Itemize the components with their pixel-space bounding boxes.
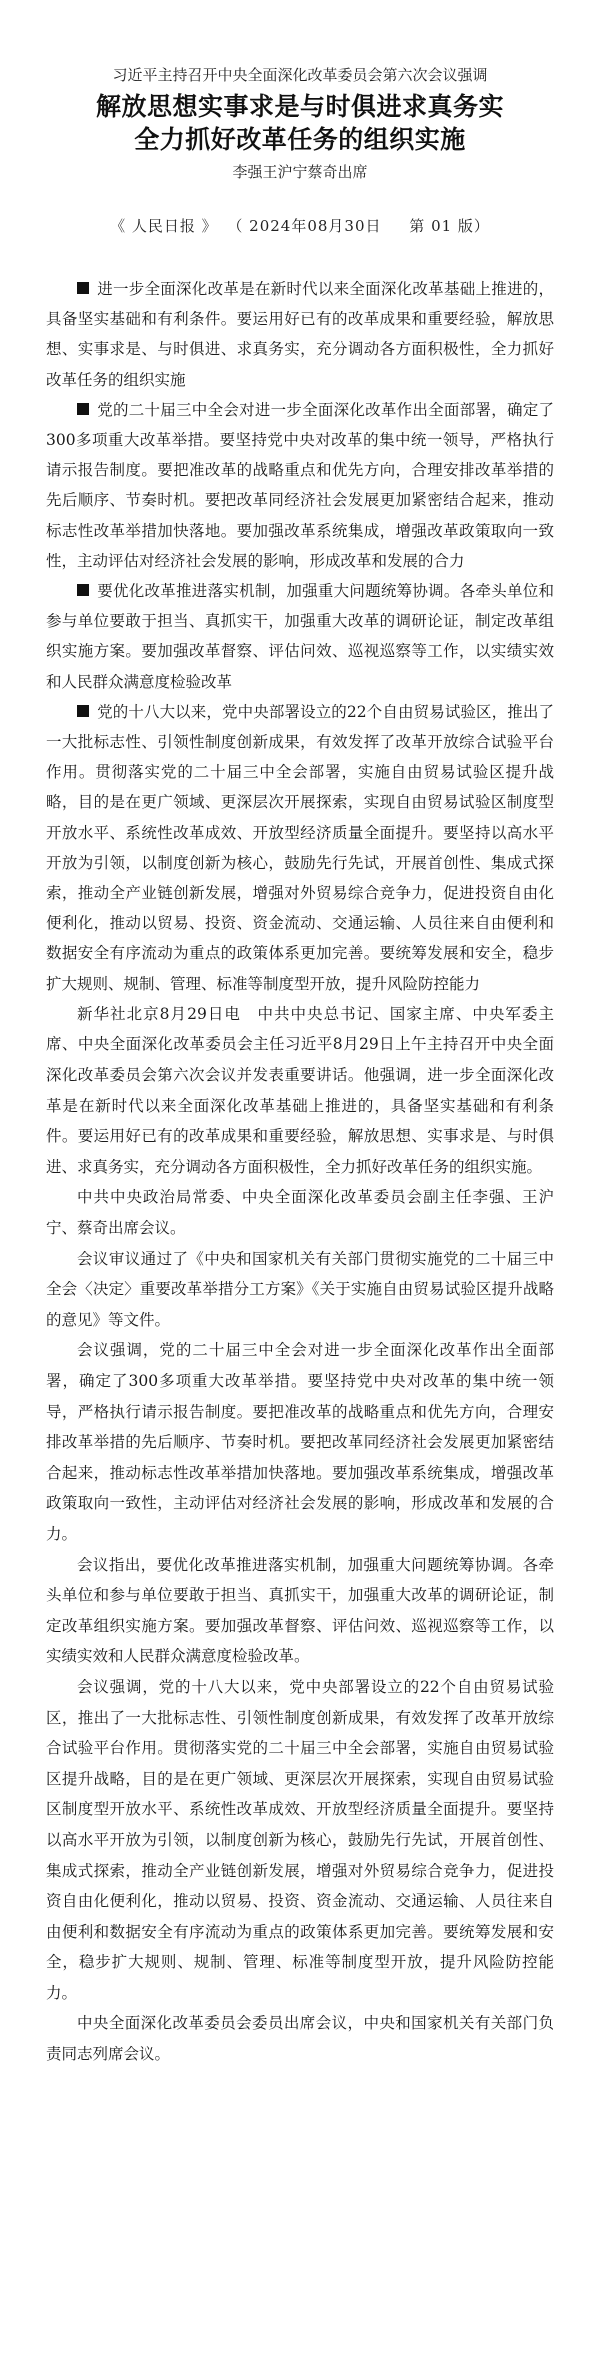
source-paper: 《 人民日报 》 [110,217,218,235]
article-summary [46,274,554,999]
article-header [46,64,554,184]
body-paragraph: 中共中央政治局常委、中央全面深化改革委员会副主任李强、王沪宁、蔡奇出席会议。 [46,1188,554,1238]
article-headline [46,90,554,156]
body-paragraph: 会议审议通过了《中央和国家机关有关部门贯彻实施党的二十届三中全会〈决定〉重要改革举措分工方案》《关于实施自由贸易试验区提升战略的意见》等文件。 [46,1249,554,1329]
article-source [46,214,554,238]
article-body [46,999,554,2070]
body-paragraph: 会议指出，要优化改革推进落实机制，加强重大问题统筹协调。各牵头单位和参与单位要敢于担当、真抓实干，加强重大改革的调研论证，制定改革组织实施方案。要加强改革督察、评估问效、巡视巡察等工作，以实绩实效和人民群众满意度检验改革。 [46,1555,554,1666]
square-bullet-icon [77,282,89,294]
source-page: 第 01 版） [409,217,490,235]
source-date: （ 2024年08月30日 [227,217,382,235]
square-bullet-icon [77,403,89,415]
summary-paragraph: 党的二十届三中全会对进一步全面深化改革作出全面部署，确定了300多项重大改革举措。要坚持党中央对改革的集中统一领导，严格执行请示报告制度。要把准改革的战略重点和优先方向，合理安排改革举措的先后顺序、节奏时机。要把改革同经济社会发展更加紧密结合起来，推动标志性改革举措加快落地。要加强改革系统集成，增强改革政策取向一致性，主动评估对经济社会发展的影响，形成改革和发展的合力 [46,400,554,570]
square-bullet-icon [77,584,89,596]
summary-paragraph: 进一步全面深化改革是在新时代以来全面深化改革基础上推进的，具备坚实基础和有利条件。要运用好已有的改革成果和重要经验，解放思想、实事求是、与时俱进、求真务实，充分调动各方面积极性，全力抓好改革任务的组织实施 [46,280,554,389]
summary-paragraph: 党的十八大以来，党中央部署设立的22个自由贸易试验区，推出了一大批标志性、引领性制度创新成果，有效发挥了改革开放综合试验平台作用。贯彻落实党的二十届三中全会部署，实施自由贸易试验区提升战略，目的是在更广领域、更深层次开展探索，实现自由贸易试验区制度型开放水平、系统性改革成效、开放型经济质量全面提升。要坚持以高水平开放为引领，以制度创新为核心，鼓励先行先试，开展首创性、集成式探索，推动全产业链创新发展，增强对外贸易综合竞争力，促进投资自由化便利化，推动以贸易、投资、资金流动、交通运输、人员往来自由便利和数据安全有序流动为重点的政策体系更加完善。要统筹发展和安全，稳步扩大规则、规制、管理、标准等制度型开放，提升风险防控能力 [46,702,554,993]
summary-paragraph: 要优化改革推进落实机制，加强重大问题统筹协调。各牵头单位和参与单位要敢于担当、真抓实干，加强重大改革的调研论证，制定改革组织实施方案。要加强改革督察、评估问效、巡视巡察等工作，以实绩实效和人民群众满意度检验改革 [46,582,554,691]
headline-line-2: 全力抓好改革任务的组织实施 [134,125,466,154]
square-bullet-icon [77,705,89,717]
headline-line-1: 解放思想实事求是与时俱进求真务实 [95,92,504,121]
body-paragraph: 会议强调，党的二十届三中全会对进一步全面深化改革作出全面部署，确定了300多项重大改革举措。要坚持党中央对改革的集中统一领导，严格执行请示报告制度。要把准改革的战略重点和优先方向，合理安排改革举措的先后顺序、节奏时机。要把改革同经济社会发展更加紧密结合起来，推动标志性改革举措加快落地。要加强改革系统集成，增强改革政策取向一致性，主动评估对经济社会发展的影响，形成改革和发展的合力。 [46,1341,554,1543]
body-paragraph: 新华社北京8月29日电 中共中央总书记、国家主席、中央军委主席、中央全面深化改革委员会主任习近平8月29日上午主持召开中央全面深化改革委员会第六次会议并发表重要讲话。他强调，进一步全面深化改革是在新时代以来全面深化改革基础上推进的，具备坚实基础和有利条件。要运用好已有的改革成果和重要经验，解放思想、实事求是、与时俱进、求真务实，充分调动各方面积极性，全力抓好改革任务的组织实施。 [46,1004,554,1176]
article-subtitle: 李强王沪宁蔡奇出席 [232,163,368,181]
body-paragraph: 中央全面深化改革委员会委员出席会议，中央和国家机关有关部门负责同志列席会议。 [46,2014,554,2064]
article-kicker: 习近平主持召开中央全面深化改革委员会第六次会议强调 [112,66,488,84]
body-paragraph: 会议强调，党的十八大以来，党中央部署设立的22个自由贸易试验区，推出了一大批标志性、引领性制度创新成果，有效发挥了改革开放综合试验平台作用。贯彻落实党的二十届三中全会部署，实施自由贸易试验区提升战略，目的是在更广领域、更深层次开展探索，实现自由贸易试验区制度型开放水平、系统性改革成效、开放型经济质量全面提升。要坚持以高水平开放为引领，以制度创新为核心，鼓励先行先试，开展首创性、集成式探索，推动全产业链创新发展，增强对外贸易综合竞争力，促进投资自由化便利化，推动以贸易、投资、资金流动、交通运输、人员往来自由便利和数据安全有序流动为重点的政策体系更加完善。要统筹发展和安全，稳步扩大规则、规制、管理、标准等制度型开放，提升风险防控能力。 [46,1677,554,2002]
